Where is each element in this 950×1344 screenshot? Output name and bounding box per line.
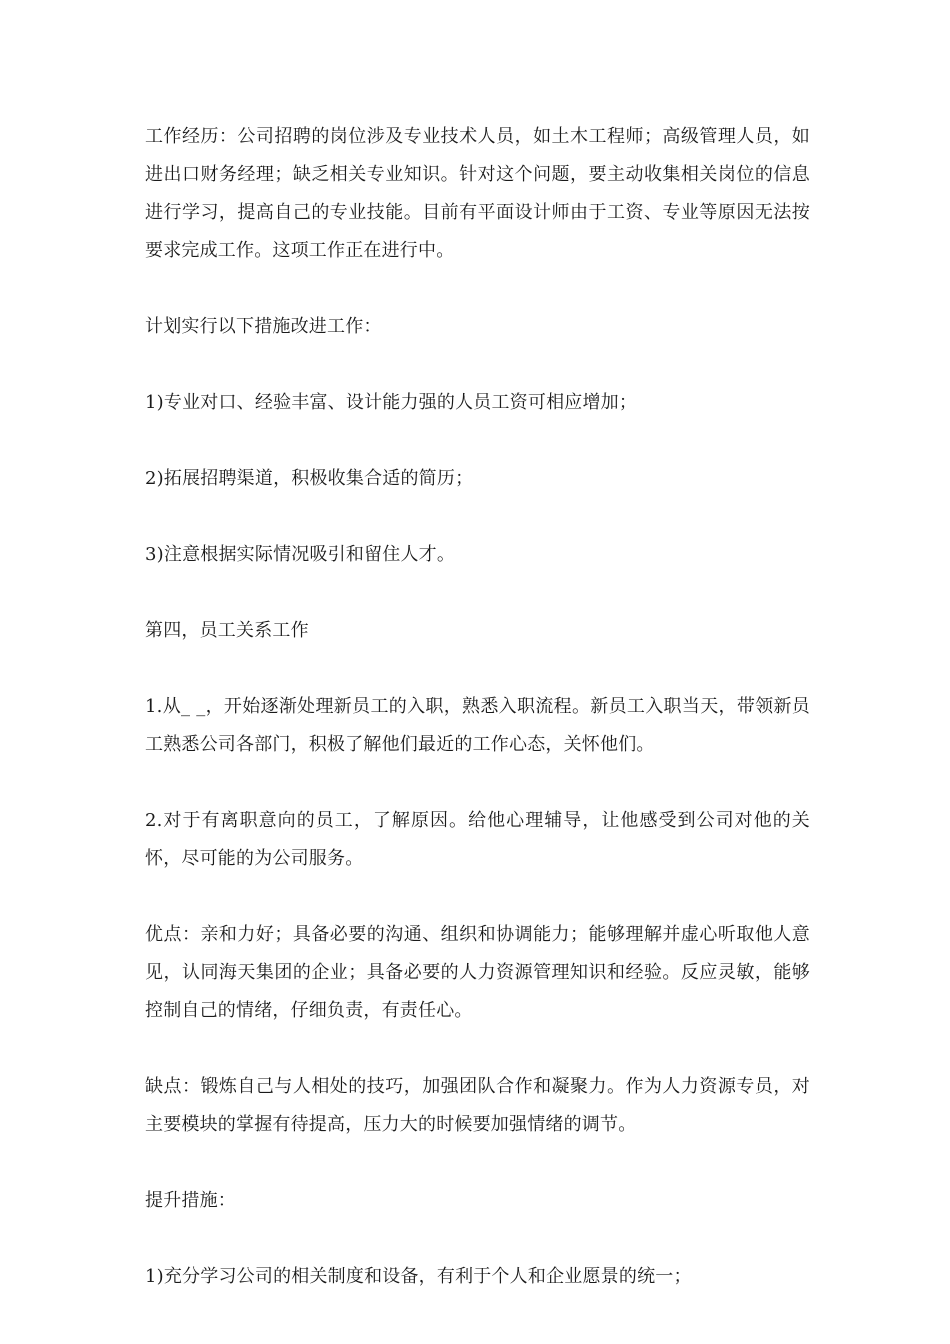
document-body bbox=[145, 118, 810, 1296]
paragraph-work-experience: 工作经历：公司招聘的岗位涉及专业技术人员，如土木工程师；高级管理人员，如进出口财务经理；缺乏相关专业知识。针对这个问题，要主动收集相关岗位的信息进行学习，提高自己的专业技能。目前有平面设计师由于工资、专业等原因无法按要求完成工作。这项工作正在进行中。 bbox=[145, 126, 810, 261]
paragraph-measure-3: 3)注意根据实际情况吸引和留住人才。 bbox=[145, 544, 456, 565]
paragraph-improvement-measures-heading: 提升措施： bbox=[145, 1190, 236, 1211]
paragraph-resignation: 2.对于有离职意向的员工，了解原因。给他心理辅导，让他感受到公司对他的关怀，尽可能的为公司服务。 bbox=[145, 810, 810, 869]
section-heading-employee-relations: 第四，员工关系工作 bbox=[145, 620, 309, 641]
paragraph-weaknesses: 缺点：锻炼自己与人相处的技巧，加强团队合作和凝聚力。作为人力资源专员，对主要模块的掌握有待提高，压力大的时候要加强情绪的调节。 bbox=[145, 1076, 810, 1135]
paragraph-improvement-measure-1: 1)充分学习公司的相关制度和设备，有利于个人和企业愿景的统一； bbox=[145, 1266, 692, 1287]
paragraph-measure-1: 1)专业对口、经验丰富、设计能力强的人员工资可相应增加； bbox=[145, 392, 638, 413]
paragraph-onboarding: 1.从_ _，开始逐渐处理新员工的入职，熟悉入职流程。新员工入职当天，带领新员工熟悉公司各部门，积极了解他们最近的工作心态，关怀他们。 bbox=[145, 696, 810, 755]
paragraph-measure-2: 2)拓展招聘渠道，积极收集合适的简历； bbox=[145, 468, 474, 489]
paragraph-improvement-plan-heading: 计划实行以下措施改进工作： bbox=[145, 316, 382, 337]
paragraph-strengths: 优点：亲和力好；具备必要的沟通、组织和协调能力；能够理解并虚心听取他人意见，认同海天集团的企业；具备必要的人力资源管理知识和经验。反应灵敏，能够控制自己的情绪，仔细负责，有责任心。 bbox=[145, 924, 810, 1021]
